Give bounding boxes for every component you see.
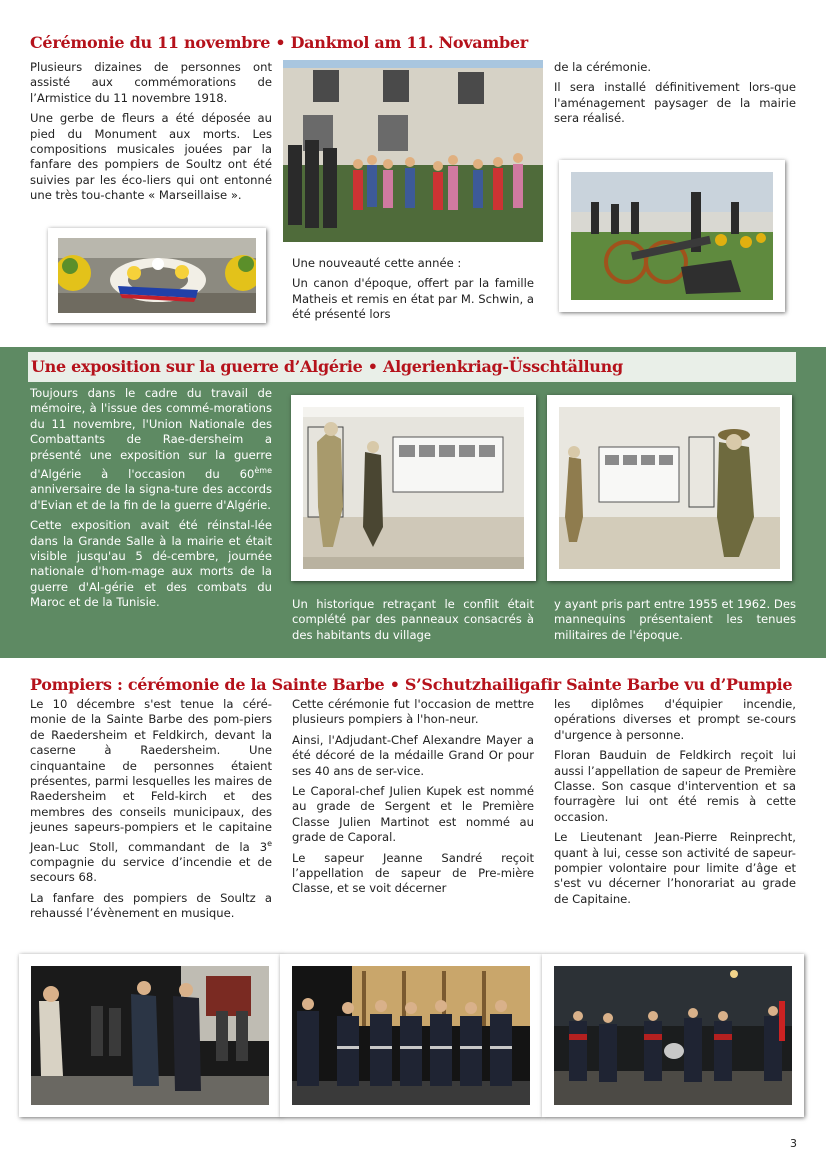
paragraph: de la cérémonie. <box>554 60 652 74</box>
paragraph: Il sera installé définitivement lors-que l'aménagement paysager de la mairie sera réalisé. <box>554 80 796 126</box>
paragraph: Un canon d'époque, offert par la famille Matheis et remis en état par M. Schwin, a été présenté lors <box>292 276 534 322</box>
paragraph: Le Lieutenant Jean-Pierre Reinprecht, quant à lui, cesse son activité de sapeur-pompier volontaire pour limite d’âge et s'est vu décerner l’honorariat au grade de Capitaine. <box>554 830 796 906</box>
paragraph: Le sapeur Jeanne Sandré reçoit l’appellation de sapeur de Pre-mière Classe, et se voit décerner <box>292 850 534 896</box>
photo-pompiers-alignes <box>280 954 542 1117</box>
paragraph: La fanfare des pompiers de Soultz a rehaussé l’évènement en musique. <box>30 890 272 921</box>
paragraph: Plusieurs dizaines de personnes ont assisté aux commémorations de l’Armistice du 11 novembre 1918. <box>30 60 272 105</box>
superscript: e <box>267 838 272 848</box>
photo-exposition-mannequins-1 <box>291 395 536 581</box>
section3-column-1 <box>30 697 272 927</box>
paragraph-text: Le 10 décembre s'est tenue la céré-monie de la Sainte Barbe des pom-piers de Raedersheim et Feldkirch, devant la caserne à Raedersheim. Une cinquantaine de personnes étaient présentes, parmi lesquelles les maires de Raedersheim et Feld-kirch et des membres des conseils municipaux, des jeunes sapeurs-pompiers et le capitaine Jean-Luc Stoll, commandant de la 3 <box>30 697 272 854</box>
section1-column-2 <box>292 256 534 328</box>
paragraph: les diplômes d'équipier incendie, opérations diverses et prompt se-cours d'urgence à personne. <box>554 697 796 742</box>
section1-column-3 <box>554 60 796 132</box>
page-number: 3 <box>790 1137 797 1150</box>
paragraph <box>30 697 272 886</box>
paragraph: Ainsi, l'Adjudant-Chef Alexandre Mayer a été décoré de la médaille Grand Or pour ses 40 ans de ser-vice. <box>292 732 534 778</box>
section2-column-1 <box>30 386 272 616</box>
photo-wreath <box>48 228 266 323</box>
paragraph: Le Caporal-chef Julien Kupek est nommé au grade de Sergent et le Première Classe Julien Martinot est nommé au grade de Caporal. <box>292 784 534 845</box>
section3-column-3 <box>554 697 796 912</box>
section1-column-1 <box>30 60 272 209</box>
section-title-ceremonie-11-novembre: Cérémonie du 11 novembre • Dankmol am 11. Novamber <box>30 33 528 52</box>
section2-column-3: y ayant pris part entre 1955 et 1962. Des mannequins présentaient les tenues militaires de l'époque. <box>554 597 796 642</box>
section3-column-2 <box>292 697 534 902</box>
photo-fanfare-pompiers <box>542 954 804 1117</box>
paragraph: Une gerbe de fleurs a été déposée au pied du Monument aux morts. Les compositions musicales jouées par la fanfare des pompiers de Soultz ont été suivies par les éco-liers qui ont entonné une très tou-chante « Marseillaise ». <box>30 111 272 203</box>
paragraph-text: anniversaire de la signa-ture des accords d'Evian et de la fin de la guerre d'Algérie. <box>30 482 272 512</box>
photo-canon <box>559 160 785 312</box>
paragraph: Une nouveauté cette année : <box>292 256 462 270</box>
paragraph-text: compagnie du service d’incendie et de secours 68. <box>30 854 272 885</box>
section2-column-2: Un historique retraçant le conflit était complété par des panneaux consacrés à des habitants du village <box>292 597 534 642</box>
section-title-exposition-algerie: Une exposition sur la guerre d’Algérie • Algerienkriag-Üsschtällung <box>31 357 623 376</box>
paragraph <box>30 386 272 513</box>
photo-exposition-mannequins-2 <box>547 395 792 581</box>
paragraph: Cette cérémonie fut l'occasion de mettre plusieurs pompiers à l'hon-neur. <box>292 697 534 727</box>
paragraph: Cette exposition avait été réinstal-lée dans la Grande Salle à la mairie et était visible jusqu'au 5 dé-cembre, journée nationale d'hom-mage aux morts de la guerre d'Al-gérie et des combats du Maroc et de la Tunisie. <box>30 518 272 610</box>
section-title-sainte-barbe: Pompiers : cérémonie de la Sainte Barbe • S’Schutzhailigafir Sainte Barbe vu d’Pumpie <box>30 675 793 694</box>
superscript: ème <box>254 466 272 476</box>
paragraph: Floran Bauduin de Feldkirch reçoit lui aussi l’appellation de sapeur de Première Classe. Son casque d'intervention et sa fourragère lui ont été remis à cette occasion. <box>554 748 796 824</box>
paragraph-text: Toujours dans le cadre du travail de mémoire, à l'issue des commé-morations du 11 novembre, l'Union Nationale des Combattants de Rae-dersheim a présenté une exposition sur la guerre d'Algérie à l'occasion du 60 <box>30 386 272 481</box>
photo-pompiers-medaille <box>19 954 281 1117</box>
photo-schoolchildren-crowd <box>283 60 543 242</box>
